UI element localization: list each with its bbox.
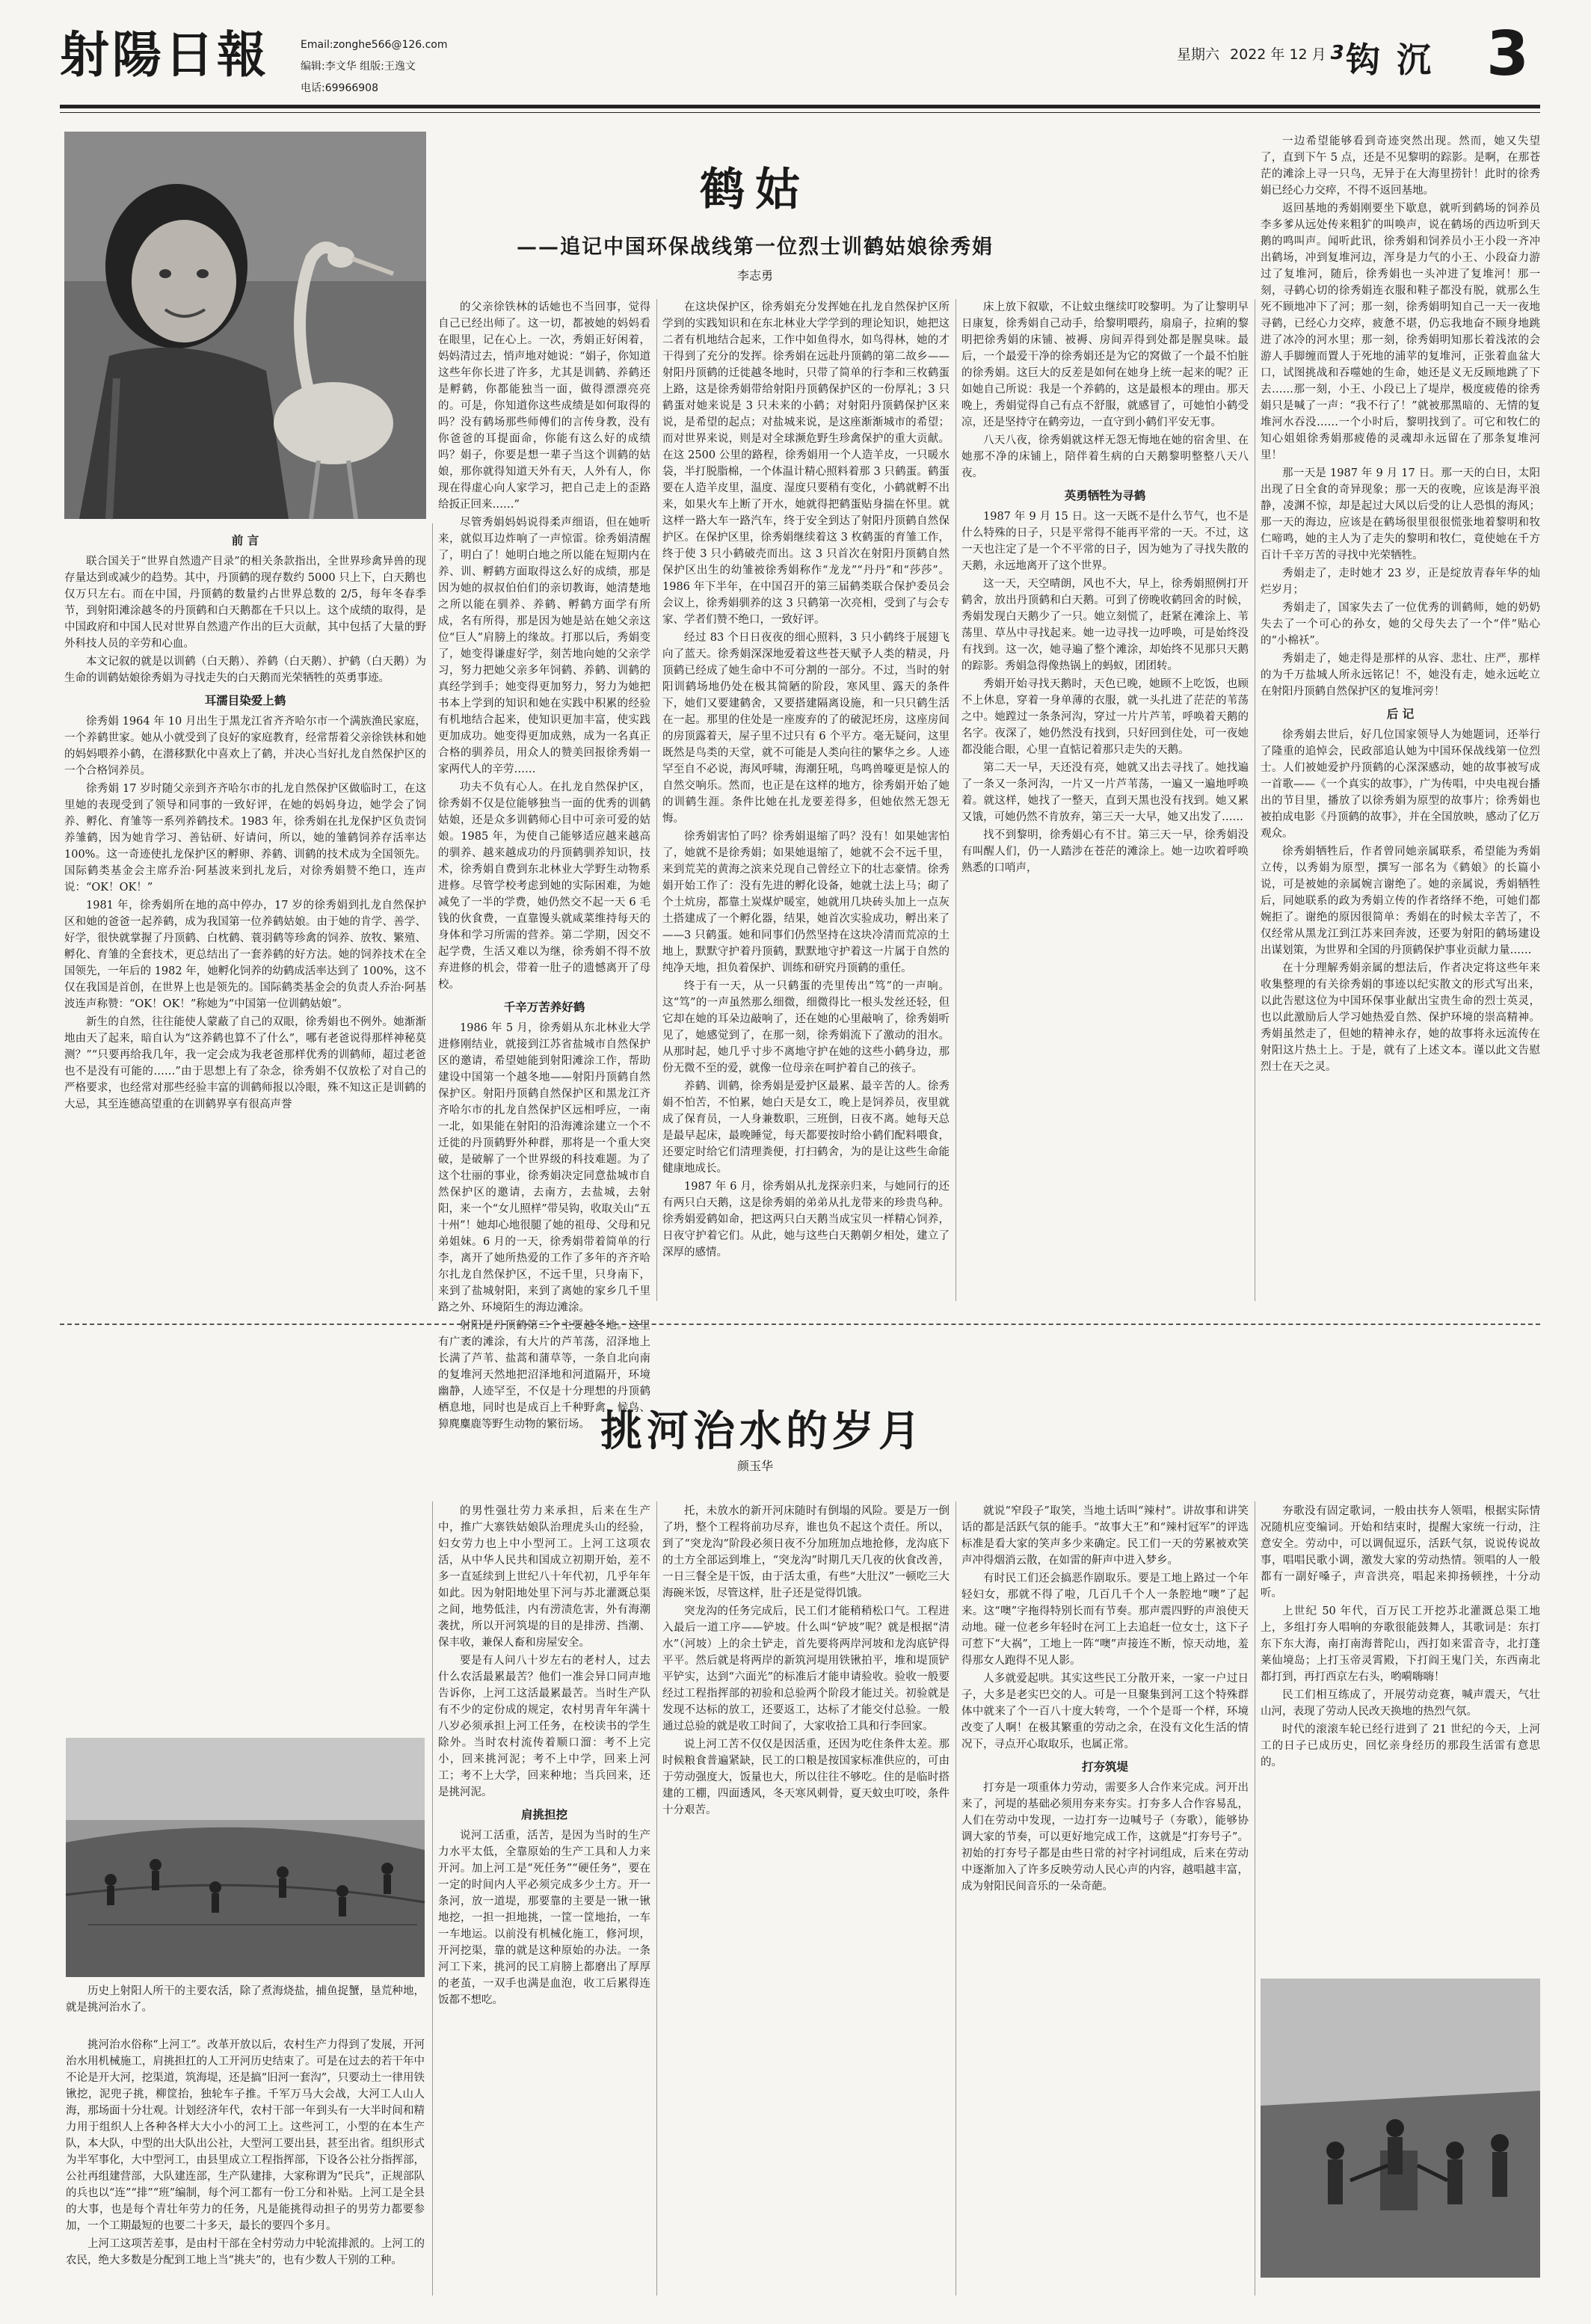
tamping-workers-image: [1261, 1979, 1540, 2278]
article2-photo-1: [66, 1738, 425, 1977]
paragraph: 上世纪 50 年代，百万民工开挖苏北灌溉总渠工地上，多组打夯人唱响的夯歌很能鼓舞人，其歌词是：东打东下东大海，南打南海普陀山，西打如来雷音寺，北打蓬莱仙境岛；上打玉帝灵霄殿，下打阎王鬼门关，东西南北都打到，再打西京左右头，哟嗬嗨嗨！: [1261, 1605, 1540, 1683]
paragraph: 民工们相互练成了，开展劳动竞赛，喊声震天，气壮山河，表现了劳动人民改天换地的热烈气氛。: [1261, 1689, 1540, 1718]
editor-info: [301, 34, 448, 99]
article-separator: [60, 1324, 1540, 1325]
section-name: 钩沉: [1346, 40, 1447, 80]
paragraph: 要是有人问八十岁左右的老村人，过去什么农活最累最苦？他们一准会异口同声地告诉你，上河工这活最累最苦。当时生产队有不少的定份成的规定，农村男青年年满十八岁必须承担上河工任务，在校读书的学生除外。当时农村流传着顺口溜：考不上完小，回来挑河泥；考不上中学，回来上河工；考不上大学，回来种地；当兵回来，还是挑河泥。: [438, 1655, 650, 1798]
paragraph: 射阳是丹顶鹤第二个主要越冬地。这里有广袤的滩涂，有大片的芦苇荡，沼泽地上长满了芦苇、盐蒿和蒲草等，一条自北向南的复堆河天然地把沼泽地和河道隔开，环境幽静，人迹罕至，不仅是十分理想的丹顶鹤栖息地，同时也是成百上千种野禽、候鸟、獐麂麋鹿等野生动物的繁衍场。: [438, 1320, 650, 1430]
paragraph: 那一天是 1987 年 9 月 17 日。那一天的白日，太阳出现了日全食的奇异现象；那一天的夜晚，应该是海平浪静，凌渊不惊，却是起过大风以后受的让人恐惧的海风；那一天的海边，应该是在鹤场很里很很慌张地着黎明和牧仁啼鸣，她的主人为了走失的黎明和牧仁，竟使她在千方百计千辛万苦的寻找中光荣牺牲。: [1261, 467, 1540, 562]
paragraph: 突龙沟的任务完成后，民工们才能稍稍松口气。工程进入最后一道工序——铲坡。什么叫“铲坡”呢？就是根据“清水”（河坡）上的余土铲走，首先要将两岸河坡和龙沟底铲得平平。然后就是将两岸的新筑河堤用铁锹拍平，堆和堤顶铲平铲实，达到“六面光”的标准后才能申请验收。验收一般要经过工程指挥部的初验和总验两个阶段才能过关。初验就是发现不达标的放工，还要返工，达标了才能交付总验。一般通过总验的就是收工时间了，大家收拾工具和行李回家。: [662, 1605, 950, 1733]
article1-column-1: [64, 526, 426, 1304]
paragraph: 上河工这项苦差事，是由村干部在全村劳动力中轮流排派的。上河工的农民，绝大多数是分配到工地上当“挑夫”的，也有少数人干别的工种。: [66, 2238, 425, 2266]
paragraph: 一边希望能够看到奇迹突然出现。然而，她又失望了，直到下午 5 点，还是不见黎明的踪影。是啊，在那苍茫的滩涂上寻一只鸟，无异于在大海里捞针！此时的徐秀娟已经心力交瘁，不得不返回基地。: [1261, 135, 1540, 197]
paragraph: 本文记叙的就是以训鹤（白天鹅）、养鹤（白天鹅）、护鹤（白天鹅）为生命的训鹤姑娘徐秀娟为寻找走失的白天鹅而光荣牺牲的英勇事迹。: [64, 656, 426, 684]
paragraph: 经过 83 个日日夜夜的细心照料，3 只小鹤终于展翅飞向了蓝天。徐秀娟深深地爱着这些苍天赋予人类的精灵，丹顶鹤已经成了她生命中不可分割的一部分。不过，当时的射阳训鹤场地仍处在极其简陋的阶段，寒风里、露天的条件下，她们又要建鹤舍，又要搭建隔离设施，和一只只鹤生活在一起。那里的住处是一座废弃的了的破泥坯房，这座房间的房顶露着天，屋子里不过只有 6 个平方。毫无疑问，这里既然是鸟类的天堂，就不可能是人类向往的繁华之乡。人迹罕至自不必说，海风呼啸，海潮狂吼，鸟鸣兽嚎更是惊人的自然交响乐。然而，也正是在这样的地方，徐秀娟开始了她的训鹤生涯。条件比她在扎龙要差得多，但她依然无怨无悔。: [662, 632, 950, 825]
paragraph: 徐秀娟害怕了吗？徐秀娟退缩了吗？没有！如果她害怕了，她就不是徐秀娟；如果她退缩了，她就不会不远千里，来到荒芜的黄海之滨来兑现自己曾经立下的壮志豪情。徐秀娟开始工作了：没有先进的孵化设备，她就土法上马；砌了个土炕房，都靠土炭煤炉暖室，她就用几块砖头加上一点灰土搭建成了一个孵化器，结果，她首次实验成功，孵出来了——3 只鹤蛋。她和同事们仍然坚持在这块冷清而荒凉的土地上，默默守护着丹顶鹤，默默地守护着这一片属于自然的纯净天地，担负着保护、训练和研究丹顶鹤的重任。: [662, 831, 950, 974]
page-number: 3: [1486, 19, 1530, 90]
email-text: Email:zonghe566@126.com: [301, 39, 448, 51]
paragraph: 秀娟开始寻找天鹅时，天色已晚，她顾不上吃饭，也顾不上休息，穿着一身单薄的衣服，就一头扎进了茫茫的苇荡之中。她蹚过一条条河沟，穿过一片片芦苇，呼唤着天鹅的名字。夜深了，她仍然没有找到，只好回到住处，可一夜她都没能合眼，心里一直惦记着那只走失的天鹅。: [961, 678, 1249, 756]
article1-subtitle: ——追记中国环保战线第一位烈士训鹤姑娘徐秀娟: [517, 236, 994, 259]
article1-title: 鹤姑: [700, 164, 810, 216]
paragraph: 联合国关于“世界自然遗产目录”的相关条款指出，全世界珍禽异兽的现存量达到或减少的趋势。其中，丹顶鹤的现存数约 5000 只上下，白天鹅也仅万只左右。而在中国，丹顶鹤的数量约占世界总数的 2/5，每年冬春季节，到射阳滩涂越冬的丹顶鹤和白天鹅都在千只以上。这个成绩的取得，是中国政府和中国人民对世界自然遗产作出的巨大贡献，其中包括了大量的野外科技人员的辛劳和心血。: [64, 556, 426, 650]
masthead-rule-thin: [60, 112, 1540, 113]
paragraph: 托，未放水的新开河床随时有倒塌的风险。要是万一倒了坍，整个工程将前功尽弃，谁也负不起这个责任。所以，到了“突龙沟”阶段必须日夜不分加班加点地抢修，龙沟底下的土方全部运到堆上，“突龙沟”时期几天几夜的伙食改善，一日三餐全是干饭，由于活太重，有些“大肚汉”一顿吃三大海碗米饭，尽管这样，肚子还是觉得饥饿。: [662, 1505, 950, 1599]
article2-title: 挑河治水的岁月: [600, 1407, 925, 1456]
newspaper-logo: 射陽日報: [60, 25, 269, 84]
paragraph: 这一天，天空晴朗，风也不大，早上，徐秀娟照例打开鹤舍，放出丹顶鹤和白天鹅。可到了傍晚收鹤回舍的时候，秀娟发现白天鹅少了一只。她立刻慌了，赶紧在滩涂上、苇荡里、草丛中寻找起来。她一边寻找一边呼唤，可是始终没有找到。这一次，她寻遍了整个滩涂，却始终不见那只天鹅的踪影。秀娟急得像热锅上的蚂蚁，团团转。: [961, 578, 1249, 672]
article2-column-3: [662, 1503, 950, 2297]
paragraph: 夯歌没有固定歌词，一般由扶夯人领唱，根据实际情况随机应变编词。开始和结束时，提醒大家统一行动，注意安全。劳动中，可以调侃逗乐，活跃气氛，说说传说故事，唱唱民歌小调，激发大家的劳动热情。领唱的人一般都有一副好嗓子，声音洪亮，唱起来抑扬顿挫，十分动听。: [1261, 1505, 1540, 1599]
paragraph: 1987 年 9 月 15 日。这一天既不是什么节气，也不是什么特殊的日子，只是平常得不能再平常的一天。不过，这一天也注定了是一个不平常的日子，因为她为了寻找失散的天鹅，永远地离开了这个世界。: [961, 511, 1249, 572]
paragraph: 1986 年 5 月，徐秀娟从东北林业大学进修刚结业，就接到江苏省盐城市自然保护区的邀请，希望她能到射阳滩涂工作，帮助建设中国第一个越冬地——射阳丹顶鹤自然保护区。射阳丹顶鹤自然保护区和黑龙江齐齐哈尔市的扎龙自然保护区远相呼应，一南一北，如果能在射阳的沿海滩涂建立一个不迁徙的丹顶鹤野外种群，那将是一个重大突破，是破解了一个世界级的科技难题。为了这个壮丽的事业，徐秀娟决定同意盐城市自然保护区的邀请，去南方，去盐城，去射阳，来一个“女儿照样”带吴钩，收取关山“五十州”！她却心地很腿了她的祖母、父母和兄弟姐妹。6 月的一天，徐秀娟带着简单的行李，离开了她所热爱的工作了多年的齐齐哈尔扎龙自然保护区，不远千里，只身南下，来到了盐城射阳，来到了离她的家乡几千里路之外、环境陌生的海边滩涂。: [438, 1022, 650, 1314]
day-number: 3: [1330, 42, 1344, 64]
column-divider: [955, 1501, 956, 2296]
paragraph: 床上放下叙歇，不让蚊虫继续叮咬黎明。为了让黎明早日康复，徐秀娟自己动手，给黎明喂药，扇扇子，拉痢的黎明把徐秀娟的床铺、被褥、房间弄得到处都是腥臭味。最后，一个最爱干净的徐秀娟还是为它的窝做了一个最不怕脏的徐秀娟。这巨大的反差是如何在她身上统一起来的呢？正如她自己所说：我是一个养鹤的，这是最根本的理由。那天晚上，秀娟觉得自己有点不舒服，就感冒了，可她怕小鹤受凉，还是坚持守在鹤旁边，一直守到小鹤们平安无事。: [961, 301, 1249, 428]
paragraph: 挑河治水俗称“上河工”。改革开放以后，农村生产力得到了发展，开河治水用机械施工，肩挑担扛的人工开河历史结束了。可是在过去的若干年中不论是开大河，挖渠道，筑海堤，还是搞“旧河一套沟”，只要动土一律用铁锹挖，泥兜子挑，柳筐抬，独轮车子推。千军万马大会战，大河工人山人海，那场面十分壮观。计划经济年代，农村干部一年到头有一大半时间和精力用于组织人上各种各样大大小小的河工上。这些河工，小型的在本生产队，本大队，中型的出大队出公社，大型河工要出县，甚至出省。组织形式为半军事化，大中型河工，由县里成立工程指挥部，下设各公社分指挥部，公社再组建营部，大队建连部，生产队建排，大家称谓为“民兵”，正规部队的兵也以“连”“排”“班”编制，每个河工都有一份工分和补贴。上河工是全县的大事，也是每个青壮年劳力的任务，凡是能挑得动担子的男劳力都要参加，一个工期最短的也要二十多天，最长的要四个多月。: [66, 2039, 425, 2232]
article2-column-4: [961, 1503, 1249, 2297]
article2-author: 颜玉华: [736, 1459, 773, 1473]
paragraph: 功夫不负有心人。在扎龙自然保护区，徐秀娟不仅是位能够独当一面的优秀的训鹤姑娘，还是众多训鹤师心目中可亲可爱的姑娘。1985 年，为使自己能够适应越来越高的驯养、越来越成功的丹顶鹤驯养知识，技术，徐秀娟自费到东北林业大学野生动物系进修。尽管学校考虑到她的实际困难，为她减免了一半的学费，她仍然交不起一天 6 毛钱的伙食费，一直靠馒头就咸菜维持每天的身体和学习所需的营养。第二学期，因交不起学费，生活又难以为继，徐秀娟不得不放弃进修的机会，带着一肚子的遗憾离开了母校。: [438, 781, 650, 991]
paragraph: 说河工活重，活苦，是因为当时的生产力水平太低，全靠原始的生产工具和人力来开河。加上河工是“死任务”“硬任务”，要在一定的时间内人平必须完成多少土方。开一条河，放一道堤，那要靠的主要是一锹一锹地挖，一担一担地挑，一筐一筐地抬，一车一车地运。以前没有机械化施工，修河坝，开河挖渠，靠的就是这种原始的办法。一条河工下来，挑河的民工肩膀上都磨出了厚厚的老茧，一双手也满是血泡，收工后累得连饭都不想吃。: [438, 1830, 650, 2006]
year-month: 2022 年 12 月: [1230, 46, 1326, 63]
paragraph: 终于有一天，从一只鹤蛋的壳里传出“笃”的一声响。这“笃”的一声虽然那么细微，细微得比一根头发丝还轻，但它却在她的耳朵边敲响了，还在她的心里敲响了，徐秀娟听见了，她感觉到了，在那一刻，徐秀娟流下了激动的泪水。从那时起，她几乎寸步不离地守护在她的这些小鹤身边，那份无微不至的爱，就像一位母亲在呵护着自己的孩子。: [662, 980, 950, 1075]
paragraph: 尽管秀娟妈妈说得柔声细语，但在她听来，就似耳边炸响了一声惊雷。徐秀娟清醒了，明白了！她明白地之所以能在短期内在养、训、孵鹤方面取得这么好的成绩，那是因为她的叔叔伯伯们的亲切教诲，她清楚地之所以能在驯养、养鹤、孵鹤方面学有所成，名有所得，那是因为她是站在她父亲这位“巨人”肩膀上的缘故。打那以后，秀娟变了，她变得谦虚好学，刻苦地向她的父亲学习，努力把她父亲多年饲鹤、养鹤、训鹤的真经学到手；她变得更加努力，努力为她把书本上学到的知识和她在实践中积累的经验有机地结合起来，使知识更加丰富，使实践更加成功。她变得更加成熟，成为一名真正合格的驯养员，用众人的赞美回报徐秀娟一家两代人的辛劳……: [438, 517, 650, 775]
paragraph: 在这块保护区，徐秀娟充分发挥她在扎龙自然保护区所学到的实践知识和在东北林业大学学到的理论知识，她把这二者有机地结合起来，工作中如鱼得水，如鸟得林，她的才干得到了充分的发挥。徐秀娟在远赴丹顶鹤的第二故乡——射阳丹顶鹤的迁徙越冬地时，只带了简单的行李和三枚鹤蛋上路，这是徐秀娟带给射阳丹顶鹤保护区的一份厚礼；3 只鹤蛋对她来说是 3 只未来的小鹤；对射阳丹顶鹤保护区来说，是希望的起点；对盐城来说，是这座渐渐城市的希望；而对世界来说，则是对全球濒危野生珍禽保护的重大贡献。在这 2500 公里的路程，徐秀娟用一个人造羊皮，一只暖水袋，半打脱脂棉，一个体温计精心照料着那 3 只鹤蛋。鹤蛋要在人造羊皮里，温度、湿度只要稍有变化，小鹤就孵不出来，如果火车上断了开水，她就得把鹤蛋贴身揣在怀里。就这样一路大车一路汽车，终于安全到达了射阳丹顶鹤自然保护区。在保护区里，徐秀娟继续着这 3 枚鹤蛋的育雏工作，终于使 3 只小鹤破壳而出。这 3 只首次在射阳丹顶鹤自然保护区出生的幼雏被徐秀娟称作“龙龙”“丹丹”和“莎莎”。1986 年下半年，在中国召开的第三届鹤类联合保护委员会会议上，徐秀娟驯养的这 3 只鹤第一次亮相，受到了与会专家、学者们赞不绝口，一致好评。: [662, 301, 950, 626]
section-subheading: 打夯筑堤: [1081, 1760, 1128, 1774]
paragraph: 打夯是一项重体力劳动，需要多人合作来完成。河开出来了，河堤的基础必须用夯来夯实。打夯多人合作容易乱，人们在劳动中发现，一边打夯一边喊号子（夯歌），能够协调大家的节奏，可以更好地完成工作，这就是“打夯号子”。初始的打夯号子都是由些日常的衬字衬词组成，后来在劳动中逐渐加入了许多反映劳动人民心声的内容，越唱越丰富，成为射阳民间音乐的一朵奇葩。: [961, 1782, 1249, 1893]
paragraph: 秀娟走了，国家失去了一位优秀的训鹤师，她的奶奶失去了一个可心的孙女，她的父母失去了一个“伴”贴心的“小棉袄”。: [1261, 602, 1540, 647]
paragraph: 1987 年 6 月，徐秀娟从扎龙探亲归来，与她同行的还有两只白天鹅，这是徐秀娟的弟弟从扎龙带来的珍贵鸟种。徐秀娟爱鹤如命，把这两只白天鹅当成宝贝一样精心饲养，日夜守护着它们。从此，她与这些白天鹅朝夕相处，建立了深厚的感情。: [662, 1181, 950, 1258]
paragraph: 第二天一早，天还没有亮，她就又出去寻找了。她找遍了一条又一条河沟，一片又一片芦苇荡，一遍又一遍地呼唤着。就这样，她找了一整天，直到天黑也没有找到。她又累又饿，可她仍然不肯放弃，第三天一大早，她又出发了……: [961, 762, 1249, 823]
paragraph: 徐秀娟牺牲后，作者曾同她亲属联系，希望能为秀娟立传，以秀娟为原型，撰写一部名为《鹤娘》的长篇小说，可是被她的亲属婉言谢绝了。她的亲属说，秀娟牺牲后，同她联系的政为秀娟立传的作者络绎不绝，可她们都婉拒了。谢绝的原因很简单：秀娟在的时候太辛苦了，不仅经常从黑龙江到江苏来回奔波，还要为射阳的鹤场建设出谋划策，为世界和全国的丹顶鹤保护事业贡献力量……: [1261, 846, 1540, 956]
paragraph: 徐秀娟 17 岁时随父亲到齐齐哈尔市的扎龙自然保护区做临时工，在这里她的表现受到了领导和同事的一致好评，在她的妈妈身边，她学会了饲养、孵化、育雏等一系列养鹤技术。1983 年，徐秀娟在扎龙保护区负责饲养雏鹤，因为她肯学习、善钻研、好请问，所以，她的雏鹤饲养存活率达 100%。这一奇迹使扎龙保护区的孵卵、养鹤、训鹤的技术成为全国领先。国际鹤类基金会主席乔治·阿基波来到扎龙后，对徐秀娟赞不绝口，连声说：“OK！OK！”: [64, 783, 426, 894]
paragraph: 人多就爱起哄。其实这些民工分散开来，一家一户过日子，大多是老实巴交的人。可是一旦聚集到河工这个特殊群体中就来了个一百八十度大转弯，一个个是哥一个样，环境改变了人啊！在极其繁重的劳动之余，在没有文化生活的情况下，寻点开心取取乐，也属正常。: [961, 1673, 1249, 1750]
paragraph: 养鹤、训鹤，徐秀娟是爱护区最累、最辛苦的人。徐秀娟不怕苦，不怕累，她白天是女工，晚上是饲养员，夜里就成了保育员，一人身兼数职，三班倒，日夜不离。她每天总是最早起床，最晚睡觉，每天都要按时给小鹤们配料喂食，还要定时给它们清理粪便，打扫鹤舍，为的是让这些生命能健康地成长。: [662, 1080, 950, 1175]
editors-text: 编辑:李文华 组版:王逸文: [301, 61, 416, 73]
paragraph: 的父亲徐铁林的话她也不当回事，觉得自己已经出师了。这一切，都被她的妈妈看在眼里，记在心上。一次，秀娟正好闲着，妈妈清过去，悄声地对她说：“娟子，你知道这些年你长进了许多，尤其是训鹤、养鹤还是孵鹤，你都能独当一面，做得漂漂亮亮的。可是，你知道你这些成绩是如何取得的吗？没有鹤场那些师傅们的言传身教，没有你爸爸的耳提面命，你能有这么好的成绩吗？娟子，你要是想一辈子当这个训鹤的姑娘，那你就得知道天外有天，人外有人，你现在得虚心向人家学习，把自己走上的歪路给扳正回来……”: [438, 301, 650, 511]
paragraph: 有时民工们还会搞恶作剧取乐。要是工地上路过一个年轻妇女，那就不得了啦，几百几千个人一条腔地“噢”了起来。这“噢”字拖得特别长而有节奏。那声震四野的声浪使天动地。碰一位老乡年轻时在河工上去追赶一位女士，这下子可惹下“大祸”，工地上一阵“噢”声接连不断，惊天动地，羞得那女人跑得不见人影。: [961, 1573, 1249, 1667]
publication-date: [1177, 42, 1344, 64]
paragraph: 时代的滚滚车轮已经行进到了 21 世纪的今天，上河工的日子已成历史，回忆亲身经历的那段生活雷有意思的。: [1261, 1724, 1540, 1768]
column-divider: [432, 1501, 433, 2296]
article1-column-2: [438, 299, 650, 1430]
section-subheading: 肩挑担挖: [520, 1808, 567, 1822]
article1-photo: [64, 132, 426, 519]
column-divider: [432, 523, 433, 1301]
paragraph: 1981 年，徐秀娟所在地的高中停办，17 岁的徐秀娟到扎龙自然保护区和她的爸爸一起养鹤，成为我国第一位养鹤姑娘。由于她的肯学、善学、好学，很快就掌握了丹顶鹤、白枕鹤、蓑羽鹤等珍禽的饲养、放牧、繁殖、孵化、育雏的全套技术，更总结出了一套养鹤的好方法。她的饲养技术在全国领先，一年后的 1982 年，她孵化饲养的幼鹤成活率达到了 100%，这不仅在我国是首创，在世界上也是领先的。国际鹤类基金会的负责人乔治·阿基波连声称赞：“OK！OK！”称她为“中国第一位训鹤姑娘”。: [64, 900, 426, 1010]
weekday: 星期六: [1177, 46, 1220, 63]
paragraph: 秀娟走了，她走得是那样的从容、悲壮、庄严，那样的为千万盐城人所永远铭记！不，她没有走，她永远屹立在射阳丹顶鹤自然保护区的复堆河旁！: [1261, 653, 1540, 698]
paragraph: 徐秀娟 1964 年 10 月出生于黑龙江省齐齐哈尔市一个满族渔民家庭，一个养鹤世家。她从小就受到了良好的家庭教育，经常帮着父亲徐铁林和她的妈妈喂养小鹤，在潜移默化中喜欢上了鹤，并决心当好扎龙自然保护区的一个合格饲养员。: [64, 716, 426, 777]
article2-photo-2: [1261, 1979, 1540, 2278]
section-subheading: 千辛万苦养好鹤: [503, 1000, 585, 1014]
article2-photo-caption: 历史上射阳人所干的主要农活，除了煮海烧盐，捕鱼捉蟹，垦荒种地，就是挑河治水了。: [66, 1985, 425, 2014]
paragraph: 徐秀娟去世后，好几位国家领导人为她题词，还举行了隆重的追悼会，民政部追认她为中国环保战线第一位烈士。人们被她爱护丹顶鹤的心深深感动，她的故事被写成一首歌——《一个真实的故事》，广为传唱，中央电视台播出的节目里，播放了以徐秀娟为原型的故事片；徐秀娟也被拍成电影《丹顶鹤的故事》，并在全国放映，感动了亿万观众。: [1261, 729, 1540, 840]
article2-column-5: [1261, 1503, 1540, 1971]
column-divider: [656, 1501, 657, 2296]
paragraph: 在十分理解秀娟亲属的想法后，作者决定将这些年来收集整理的有关徐秀娟的事迹以纪实散文的形式写出来，以此告慰这位为中国环保事业献出宝贵生命的烈士英灵，也以此激励后人学习她热爱自然、保护环境的崇高精神。秀娟虽然走了，但她的精神永存，她的故事将永远流传在射阳这片热土上。于是，就有了上述文本。谨以此文告慰烈士在天之灵。: [1261, 962, 1540, 1073]
column-divider: [955, 299, 956, 1301]
article1-author: 李志勇: [736, 268, 773, 283]
crane-girl-image: [64, 132, 426, 519]
article1-column-3: [662, 299, 950, 1304]
article1-column-5: [1261, 133, 1540, 1304]
article2-column-1: [66, 2037, 425, 2296]
paragraph: 返回基地的秀娟刚要坐下歇息，就听到鹤场的饲养员李多爹从远处传来粗犷的叫唤声，说在鹤场的西边听到天鹅的鸣叫声。闻听此讯，徐秀娟和饲养员小王小段一齐冲出鹤场，冲到复堆河边，浑身是力气的小王、小段奋力游过了复堆河，随后，徐秀娟也一头冲进了复堆河！那一刻，寻鹤心切的徐秀娟连衣服和鞋子都没有脱，就那么生死不顾地冲下了河；那一刻，徐秀娟明知自己一天一夜地寻鹤，已经心力交瘁，疲惫不堪，仍忘我地奋不顾身地跳进了冰冷的河水里；那一刻，徐秀娟明知那长着浅浓的会游人手脚缠而置人于死地的浦苹的复堆河，正张着血盆大口，试图挑战和吞噬她的生命，她还是义无反顾地跳了下去……那一刻，小王、小段已上了堤岸，极度疲倦的徐秀娟只是喊了一声：“我不行了！”就被那黑暗的、无情的复堆河水吞没……一个小时后，黎明找到了。可它和牧仁的知心姐姐徐秀娟那疲倦的灵魂却永远留在了那条复堆河里！: [1261, 203, 1540, 461]
column-divider: [656, 299, 657, 1301]
river-workers-image: [66, 1738, 425, 1977]
paragraph: 找不到黎明，徐秀娟心有不甘。第三天一早，徐秀娟没有叫醒人们，仍一人踏涉在苍茫的滩涂上。她一边吹着呼唤熟悉的口哨声，: [961, 829, 1249, 874]
section-subheading: 英勇牺牲为寻鹤: [1064, 489, 1146, 502]
section-subheading: 前 言: [231, 534, 259, 547]
masthead-rule: [60, 105, 1540, 108]
paragraph: 说上河工苦不仅仅是因活重，还因为吃住条件太差。那时候粮食普遍紧缺，民工的口粮是按国家标准供应的，可由于劳动强度大，饭量也大，所以往往不够吃。住的是临时搭建的工棚，四面透风，冬天寒风刺骨，夏天蚊虫叮咬，条件十分艰苦。: [662, 1739, 950, 1816]
section-subheading: 耳濡目染爱上鹤: [204, 694, 286, 707]
section-subheading: 后 记: [1386, 707, 1415, 721]
paragraph: 新生的自然，往往能使人蒙蔽了自己的双眼，徐秀娟也不例外。她渐渐地由天了起来，暗自认为“这养鹤也算不了什么”，哪有老爸说得那样神秘莫测？”“只要再给我几年，我一定会成为我老爸那样优秀的训鹤师，超过老爸也不是没有可能的……”由于思想上有了杂念，徐秀娟不仅放松了对自己的严格要求，也经常对那些经验丰富的训鹤师报以冷眼，殊不知这正是训鹤的大忌，其至连德高望重的在训鹤界享有很高声誉: [64, 1016, 426, 1110]
phone-text: 电话:69966908: [301, 82, 378, 94]
paragraph: 秀娟走了，走时她才 23 岁，正是绽放青春年华的灿烂岁月；: [1261, 568, 1540, 596]
article1-column-4: [961, 299, 1249, 1304]
paragraph: 就说“窄段子”取笑，当地土话叫“辣村”。讲故事和讲笑话的都是活跃气氛的能手。“故事大王”和“辣村冠军”的评选标准是看大家的笑声多少来确定。民工们一天的劳累被欢笑声冲得烟消云散，在如雷的鼾声中进入梦乡。: [961, 1505, 1249, 1567]
paragraph: 的男性强壮劳力来承担，后来在生产中，推广大寨铁姑娘队治理虎头山的经验，妇女劳力也上中小型河工。上河工这项农活，从中华人民共和国成立初期开始，差不多一直延续到上世纪八十年代初，几乎年年如此。因为射阳地处里下河与苏北灌溉总渠之间，地势低洼，内有涝渍危害，外有海潮袭扰，所以开河筑堤的目的是排涝、挡潮、保丰收，兼保人畜和房屋安全。: [438, 1505, 650, 1649]
masthead: [60, 19, 1540, 103]
paragraph: 八天八夜，徐秀娟就这样无怨无悔地在她的宿舍里、在她那不净的床铺上，陪伴着生病的白天鹅黎明整整八天八夜。: [961, 434, 1249, 479]
article2-column-2: [438, 1503, 650, 2297]
